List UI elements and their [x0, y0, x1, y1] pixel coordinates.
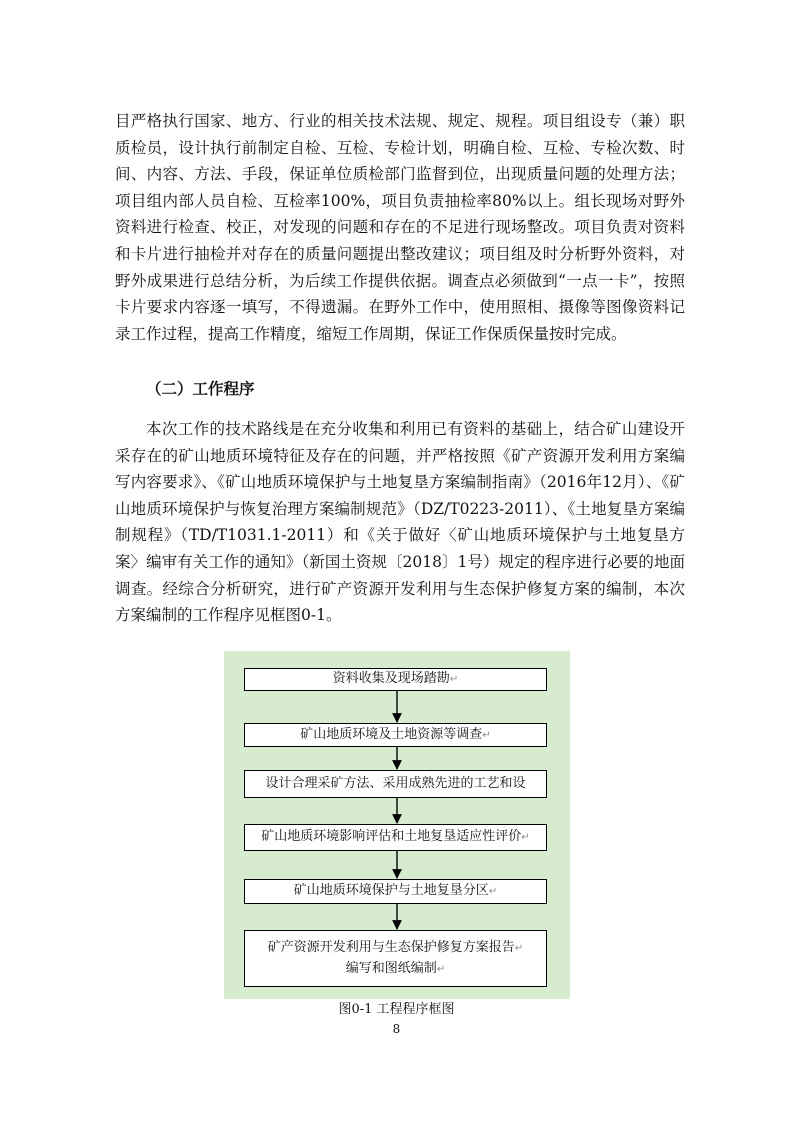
- paragraph-mark: ↵: [488, 886, 498, 897]
- flow-step-1: [244, 668, 547, 691]
- figure-caption: 图0-1 工程程序框图: [338, 1002, 455, 1017]
- flow-step-6-label-line1: 矿产资源开发利用与生态保护修复方案报告: [267, 939, 515, 955]
- flow-step-4-label: 矿山地质环境影响评估和土地复垦适应性评价: [261, 829, 522, 844]
- flow-step-3: [244, 770, 547, 798]
- body-paragraph-2: 本次工作的技术路线是在充分收集和利用已有资料的基础上，结合矿山建设开采存在的矿山地质环境特征及存在的问题，并严格按照《矿产资源开发利用方案编写内容要求》、《矿山地质环境保护与土地复垦方案编制指南》（2016年12月）、《矿山地质环境保护与恢复治理方案编制规范》（DZ/T0223-2011）、《土地复垦方案编制规程》（TD/T1031.1-2011）和《关于做好〈矿山地质环境保护与土地复垦方案〉编审有关工作的通知》（新国土资规〔2018〕1号）规定的程序进行必要的地面调查。经综合分析研究，进行矿产资源开发利用与生态保护修复方案的编制，本次方案编制的工作程序见框图0-1。: [115, 420, 685, 625]
- paragraph-mark: ↵: [514, 942, 524, 954]
- flow-step-4: [244, 824, 547, 851]
- body-paragraph-1: 目严格执行国家、地方、行业的相关技术法规、规定、规程。项目组设专（兼）职质检员，设计执行前制定自检、互检、专检计划，明确自检、互检、专检次数、时间、内容、方法、手段，保证单位质检部门监督到位，出现质量问题的处理方法；项目组内部人员自检、互检率100%，项目负责抽检率80%以上。组长现场对野外资料进行检查、校正，对发现的问题和存在的不足进行现场整改。项目负责对资料和卡片进行抽检并对存在的质量问题提出整改建议；项目组及时分析野外资料，对野外成果进行总结分析，为后续工作提供依据。调查点必须做到“一点一卡”，按照卡片要求内容逐一填写，不得遗漏。在野外工作中，使用照相、摄像等图像资料记录工作过程，提高工作精度，缩短工作周期，保证工作保质保量按时完成。: [115, 112, 685, 343]
- paragraph-mark: ↵: [436, 963, 446, 975]
- flow-step-5-label: 矿山地质环境保护与土地复垦分区: [293, 883, 489, 898]
- flow-step-6-label-line2: 编写和图纸编制: [345, 960, 437, 976]
- flow-step-2: [244, 723, 547, 747]
- workflow-diagram: [224, 651, 570, 999]
- section-heading: （二）工作程序: [146, 380, 255, 398]
- flow-step-1-label: 资料收集及现场踏勘: [332, 671, 450, 686]
- paragraph-mark: ↵: [521, 832, 530, 843]
- flow-step-2-label: 矿山地质环境及土地资源等调查: [300, 726, 483, 742]
- paragraph-mark: ↵: [482, 729, 491, 741]
- flow-step-6: [244, 930, 547, 987]
- page-number: 8: [392, 1022, 401, 1036]
- flow-step-3-label: 设计合理采矿方法、采用成熟先进的工艺和设: [265, 776, 526, 791]
- paragraph-mark: ↵: [449, 674, 459, 685]
- flow-step-5: [244, 879, 547, 904]
